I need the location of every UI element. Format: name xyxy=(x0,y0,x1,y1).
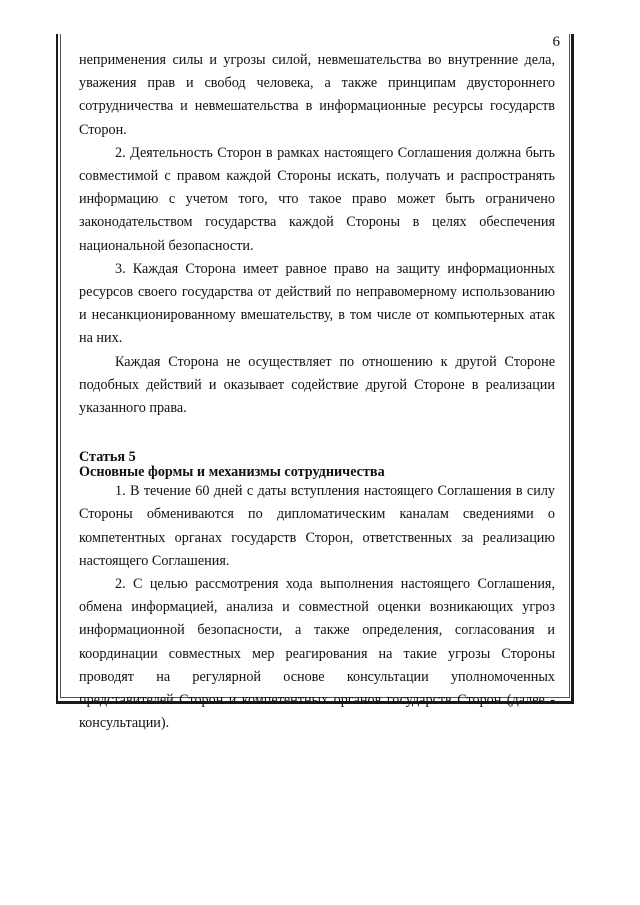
article-number: Статья 5 xyxy=(79,449,136,466)
article-title: Основные формы и механизмы сотрудничества xyxy=(79,464,385,481)
section-spacer xyxy=(79,420,555,450)
paragraph-clause-3-continued: Каждая Сторона не осуществляет по отношению к другой Стороне подобных действий и оказывает содействие другой Стороне в реализации указанного права. xyxy=(79,353,555,417)
paragraph-article5-clause-2: 2. С целью рассмотрения хода выполнения настоящего Соглашения, обмена информацией, анализа и совместной оценки возникающих угроз информационной безопасности, а также определения, согласования и координации совместных мер реагирования на такие угрозы Стороны проводят на регулярной основе консультации уполномоченных представителей Сторон и компетентных органов государств Сторон (далее - консультации). xyxy=(79,576,555,732)
paragraph-article5-clause-1: 1. В течение 60 дней с даты вступления настоящего Соглашения в силу Стороны обмениваются по дипломатическим каналам сведениями о компетентных органах государств Сторон, ответственных за реализацию настоящего Соглашения. xyxy=(79,483,555,569)
paragraph-clause-2: 2. Деятельность Сторон в рамках настоящего Соглашения должна быть совместимой с правом каждой Стороны искать, получать и распространять информацию с учетом того, что такое право может быть ограничено законодательством государства каждой Стороны в целях обеспечения национальной безопасности. xyxy=(79,144,555,254)
document-body xyxy=(79,49,555,735)
page-number: 6 xyxy=(552,34,560,50)
paragraph-continuation: неприменения силы и угрозы силой, невмешательства во внутренние дела, уважения прав и свобод человека, а также принципам двустороннего сотрудничества и невмешательства в информационные ресурсы государств Сторон. xyxy=(79,52,555,138)
paragraph-clause-3: 3. Каждая Сторона имеет равное право на защиту информационных ресурсов своего государства от действий по неправомерному использованию и несанкционированному вмешательству, в том числе от компьютерных атак на них. xyxy=(79,260,555,347)
